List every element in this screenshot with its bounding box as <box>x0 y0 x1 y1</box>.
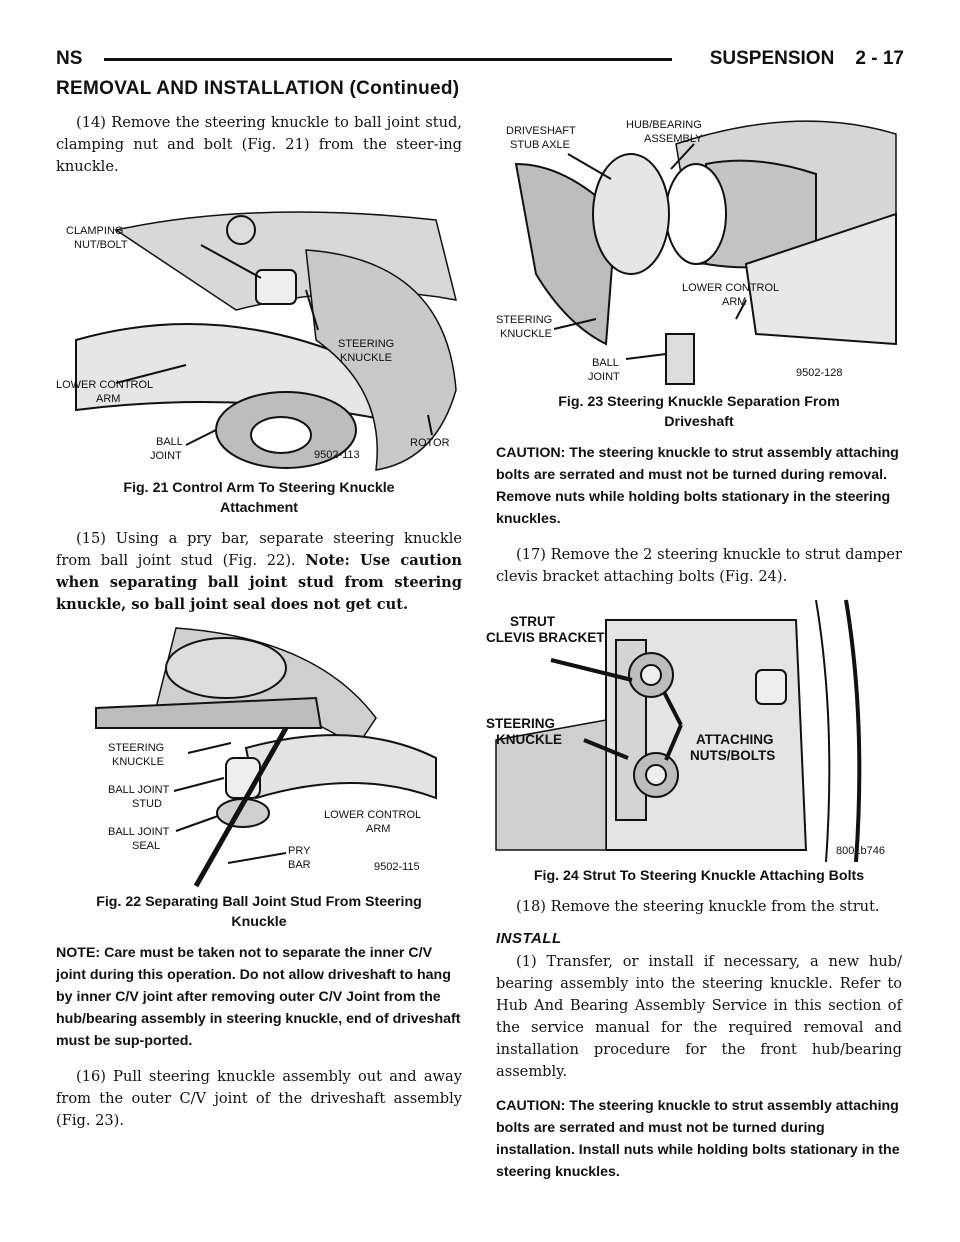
fig21-caption-line2: Attachment <box>219 500 299 516</box>
note-cv-joint: NOTE: Care must be taken not to separate the inner C/V joint during this operation. Do not allow driveshaft to hang by inner C/V joint after removing outer C/V Joint from the hub/bearing assembly in steering knuckle, end of driveshaft must be sup-ported. <box>56 945 461 1049</box>
page-header <box>56 40 904 80</box>
fig24-label-clevis: CLEVIS BRACKET <box>486 630 605 645</box>
fig23-label-driveshaft: DRIVESHAFT <box>506 125 576 137</box>
fig21-caption <box>56 478 462 518</box>
fig23-label-assembly: ASSEMBLY <box>644 133 703 145</box>
fig23-label-knuckle: KNUCKLE <box>500 328 552 340</box>
fig23-caption-line1: Fig. 23 Steering Knuckle Separation From <box>558 394 840 410</box>
fig21-label-rotor: ROTOR <box>410 437 450 449</box>
fig24-label-attaching: ATTACHING <box>696 732 774 747</box>
caution-removal: CAUTION: The steering knuckle to strut assembly attaching bolts are serrated and must not be turned during removal. Remove nuts while holding bolts stationary in the steering knuckles. <box>496 445 899 527</box>
step-18: (18) Remove the steering knuckle from the strut. <box>516 898 880 915</box>
fig23-label-arm: ARM <box>722 296 747 308</box>
step-15 <box>56 528 462 616</box>
fig22-code: 9502-115 <box>374 861 420 873</box>
fig22-label-bar: BAR <box>288 859 311 871</box>
fig22-caption-line2: Knuckle <box>231 914 287 930</box>
fig22-label-arm: ARM <box>366 823 391 835</box>
fig24-label-steering: STEERING <box>486 716 556 731</box>
figure-24 <box>486 600 902 886</box>
fig23-code: 9502-128 <box>796 367 843 379</box>
fig21-label-knuckle: KNUCKLE <box>340 352 392 364</box>
fig23-label-ball: BALL <box>592 357 619 369</box>
figure-22 <box>56 628 462 932</box>
fig21-label-steering: STEERING <box>338 338 395 350</box>
fig21-label-clamping: CLAMPING <box>66 225 124 237</box>
fig24-code: 8001b746 <box>836 845 885 857</box>
figure-24-illustration <box>486 600 902 862</box>
right-column <box>486 104 902 1197</box>
fig23-caption-line2: Driveshaft <box>664 414 734 430</box>
figure-22-illustration <box>56 628 462 888</box>
step-16: (16) Pull steering knuckle assembly out and away from the outer C/V joint of the driveshaft assembly (Fig. 23). <box>56 1068 462 1129</box>
header-right: SUSPENSION 2 - 17 <box>709 48 904 69</box>
fig23-caption <box>496 392 902 432</box>
fig23-label-steering: STEERING <box>496 314 553 326</box>
header-rule <box>104 58 672 61</box>
fig21-code: 9502-113 <box>314 449 360 461</box>
caution-installation: CAUTION: The steering knuckle to strut assembly attaching bolts are serrated and must not be turned during installation. Install nuts while holding bolts stationary in the steering knuckles. <box>496 1098 900 1180</box>
figure-23-illustration <box>496 104 902 388</box>
fig22-label-steering: STEERING <box>108 742 165 754</box>
fig21-label-nutbolt: NUT/BOLT <box>74 239 128 251</box>
header-left: NS <box>56 48 83 69</box>
fig24-label-knuckle: KNUCKLE <box>496 732 562 747</box>
fig22-caption-line1: Fig. 22 Separating Ball Joint Stud From Steering <box>96 894 422 910</box>
fig23-label-joint: JOINT <box>588 371 620 383</box>
fig22-label-seal: SEAL <box>132 840 161 852</box>
install-step-1: (1) Transfer, or install if necessary, a new hub/ bearing assembly into the steering knuckle. Refer to Hub And Bearing Assembly Service in this section of the service manual for the required removal and installation procedure for the front hub/bearing assembly. <box>496 953 902 1080</box>
fig24-caption: Fig. 24 Strut To Steering Knuckle Attaching Bolts <box>533 868 865 884</box>
fig22-label-bjstud: BALL JOINT <box>108 784 170 796</box>
fig22-label-stud: STUD <box>132 798 162 810</box>
step-15-note: Note: Use caution when separating ball joint stud from steering knuckle, so ball joint seal does not get cut. <box>56 552 463 613</box>
fig22-label-bjseal: BALL JOINT <box>108 826 170 838</box>
step-14: (14) Remove the steering knuckle to ball joint stud, clamping nut and bolt (Fig. 21) from the steer-ing knuckle. <box>56 114 462 175</box>
figure-23 <box>496 104 902 432</box>
fig21-label-arm: ARM <box>96 393 121 405</box>
step-17: (17) Remove the 2 steering knuckle to strut damper clevis bracket attaching bolts (Fig. 24). <box>496 546 902 585</box>
fig23-label-hub: HUB/BEARING <box>626 119 702 131</box>
left-column <box>56 112 462 1144</box>
fig22-caption <box>56 892 462 932</box>
fig24-label-strut: STRUT <box>510 614 555 629</box>
fig23-label-stubaxle: STUB AXLE <box>510 139 570 151</box>
step-15-text: (15) Using a pry bar, separate steering knuckle from ball joint stud (Fig. 22). <box>56 530 462 569</box>
section-continued-title: REMOVAL AND INSTALLATION (Continued) <box>56 78 460 99</box>
fig22-label-lca: LOWER CONTROL <box>324 809 422 821</box>
fig21-label-joint: JOINT <box>150 450 182 462</box>
fig24-label-nutsbolts: NUTS/BOLTS <box>690 748 776 763</box>
fig22-label-pry: PRY <box>288 845 311 857</box>
fig22-label-knuckle: KNUCKLE <box>112 756 164 768</box>
fig21-label-ball: BALL <box>156 436 183 448</box>
figure-21-illustration <box>56 190 462 474</box>
install-heading: INSTALL <box>496 930 562 947</box>
fig21-caption-line1: Fig. 21 Control Arm To Steering Knuckle <box>123 480 395 496</box>
fig21-label-lca: LOWER CONTROL <box>56 379 154 391</box>
fig23-label-lca: LOWER CONTROL <box>682 282 780 294</box>
figure-21 <box>56 190 462 518</box>
